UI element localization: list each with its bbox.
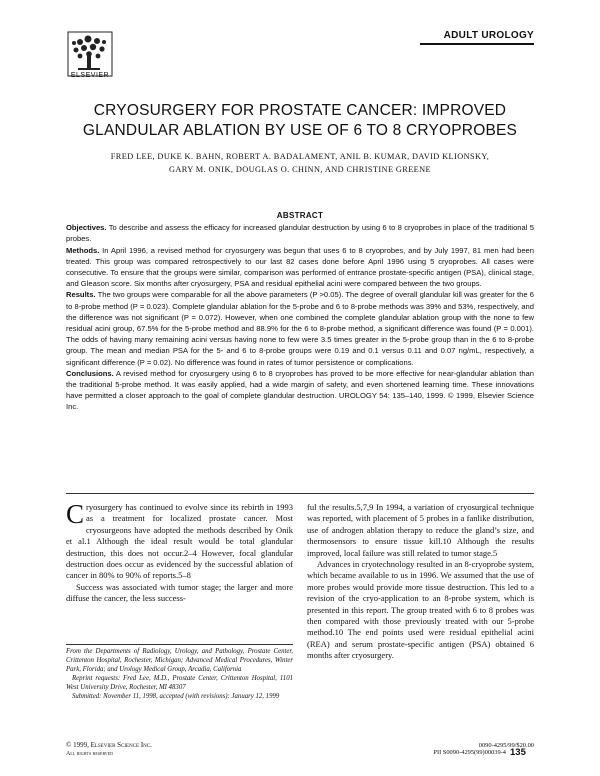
author-list — [60, 150, 540, 176]
title-line-1: CRYOSURGERY FOR PROSTATE CANCER: IMPROVED — [93, 102, 507, 119]
abstract-results — [66, 289, 534, 367]
intro-paragraph-1-text: ryosurgery has continued to evolve since its rebirth in 1993 as a treatment for localized prostate cancer. Most cryosurgeons have adopted the methods described by Onik et al.1 Although the ideal result would be total glandular destruction, this does not occur.2–4 However, focal glandular destruction does occur as evidenced by the successful ablation of cancer in 80% to 90% of reports.5–8 — [66, 502, 293, 581]
reprint-note: Reprint requests: Fred Lee, M.D., Prostate Center, Crittenton Hospital, 1101 West University Drive, Rochester, MI 48307 — [66, 674, 293, 691]
abstract-divider — [66, 493, 534, 494]
header-rule — [420, 43, 534, 45]
author-line-1: FRED LEE, DUKE K. BAHN, ROBERT A. BADALAMENT, ANIL B. KUMAR, DAVID KLIONSKY, — [110, 152, 490, 161]
conclusions-label: Conclusions. — [66, 368, 114, 378]
copyright-block — [66, 741, 152, 759]
section-label: ADULT UROLOGY — [443, 30, 534, 41]
drop-cap: C — [66, 499, 85, 529]
publisher-name: ELSEVIER — [70, 72, 110, 79]
abstract-conclusions — [66, 368, 534, 413]
results-label: Results. — [66, 290, 96, 300]
abstract-objectives — [66, 222, 534, 244]
intro-paragraph-1 — [66, 499, 293, 582]
citation: UROLOGY 54: 135–140, 1999. © 1999, Elsevier Science Inc. — [66, 391, 534, 412]
page-number: 135 — [510, 747, 526, 758]
title-line-2: GLANDULAR ABLATION BY USE OF 6 TO 8 CRYOPROBES — [82, 122, 518, 139]
objectives-label: Objectives. — [66, 223, 107, 233]
footnotes — [66, 648, 293, 701]
conclusions-text: A revised method for cryosurgery using 6 to 8 cryoprobes has proved to be more effective for near-glandular ablation than the traditional 5-probe method. It was easily applied, had a wide margin of safety, and even shortened learning time. These innovations have permitted a closer approach to the goal of complete glandular destruction. — [66, 368, 534, 401]
results-text: The two groups were comparable for all the above parameters (P >0.05). The degree of overall glandular kill was greater for the 6 to 8-probe method (P = 0.023). Complete glandular ablation for the 5-probe and 6 to 8-probe methods was 39% and 53%, respectively, and the difference was not significant (P = 0.072). However, when one combined the complete glandular ablation group with the none to few residual acini group, 67.5% for the 5-probe method and 88.9% for the 6 to 8-probe method, a significant difference was found (P = 0.001). The odds of having many remaining acini versus having none to few were 3.5 times greater in the 5-probe group than in the 6 to 8-probe group. The mean and median PSA for the 5- and 6 to 8-probe groups were 0.19 and 0.1 versus 0.11 and 0.07 ng/mL, respectively, a significant difference (P = 0.02). No difference was found in rates of tumor persistence or complications. — [66, 290, 534, 367]
abstract-methods — [66, 245, 534, 290]
abstract-block — [66, 210, 534, 413]
author-line-2: GARY M. ONIK, DOUGLAS O. CHINN, AND CHRISTINE GREENE — [168, 165, 432, 174]
article-title — [60, 101, 540, 141]
abstract-heading: ABSTRACT — [276, 211, 324, 220]
intro-paragraph-2: Success was associated with tumor stage; the larger and more diffuse the cancer, the less success- — [66, 581, 293, 604]
footnote-divider — [66, 644, 293, 645]
intro-paragraph-4: Advances in cryotechnology resulted in an 8-cryoprobe system, which became available to us in 1996. We assumed that the use of more probes would provide more tissue destruction. This led to a revision of the cryo-application to an 8-probe system, which is presented in this report. The group treated with 6 to 8 probes was then compared with those previously treated with our 5-probe method.10 The end points used were residual epithelial acini (REA) and serum prostate-specific antigen (PSA) obtained 6 months after cryosurgery. — [307, 559, 534, 661]
body-column-right — [307, 502, 534, 662]
rights-line: All rights reserved — [66, 751, 114, 757]
pii-code: PII S0090-4295(99)00039-4 — [433, 749, 506, 756]
issn-code: 0090-4295/99/$20.00 — [478, 742, 534, 749]
objectives-text: To describe and assess the efficacy for increased glandular destruction by using 6 to 8 cryoprobes in place of the traditional 5 probes. — [66, 223, 534, 244]
intro-paragraph-3: ful the results.5,7,9 In 1994, a variation of cryosurgical technique was reported, with placement of 5 probes in a fanlike distribution, use of androgen ablation therapy to reduce the gland’s size, and thermosensors to ensure tissue kill.10 Although the results improved, local failure was still related to tumor stage.5 — [307, 502, 534, 558]
elsevier-tree-logo — [66, 30, 114, 78]
copyright-line: © 1999, Elsevier Science Inc. — [66, 741, 152, 749]
submission-note: Submitted: November 11, 1998, accepted (with revisions): January 12, 1999 — [72, 692, 280, 700]
body-column-left — [66, 499, 293, 605]
methods-label: Methods. — [66, 245, 100, 255]
affiliation-note: From the Departments of Radiology, Urology, and Pathology, Prostate Center, Crittenton Hospital, Rochester, Michigan; Advanced Medical Procedures, Winter Park, Florida; and Urology Medical Group, Arcadia, California — [66, 648, 293, 673]
methods-text: In April 1996, a revised method for cryosurgery was begun that uses 6 to 8 cryoprobes, and by July 1997, 81 men had been treated. This group was compared retrospectively to our last 82 cases done before April 1996 using 5 cryoprobes. All cases were consecutive. To ensure that the groups were similar, comparison was performed of entrance prostate-specific antigen (PSA), clinical stage, and Gleason score. Six months after cryosurgery, PSA and residual epithelial acini were compared between the two groups. — [66, 245, 534, 289]
